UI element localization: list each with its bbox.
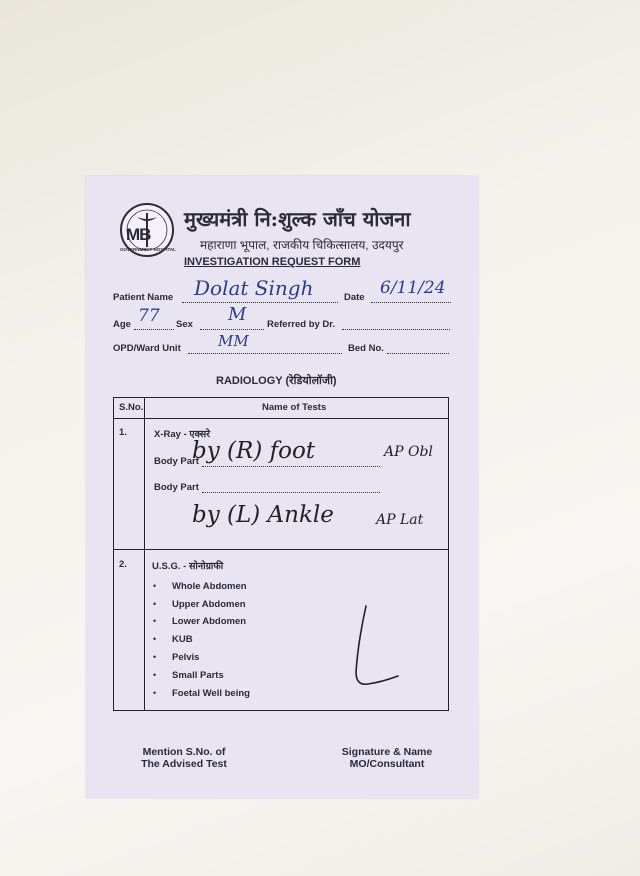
usg-item-kub: KUB bbox=[172, 634, 193, 645]
usg-title: U.S.G. - सोनोग्राफी bbox=[152, 561, 224, 572]
date-value: 6/11/24 bbox=[380, 278, 446, 298]
sex-value: M bbox=[228, 304, 247, 325]
bullet-icon: • bbox=[153, 616, 157, 626]
table-row-divider bbox=[113, 549, 449, 550]
bed-no-label: Bed No. bbox=[348, 343, 384, 354]
bullet-icon: • bbox=[153, 670, 157, 680]
logo-subtitle: GOVERNMENT HOSPITAL bbox=[120, 247, 176, 252]
body-part-field-2[interactable] bbox=[202, 482, 380, 493]
table-header-divider bbox=[113, 418, 449, 419]
bullet-icon: • bbox=[153, 581, 157, 591]
footer-mention-sno bbox=[128, 746, 240, 770]
col-sno-header: S.No. bbox=[119, 402, 144, 413]
footer-right-line2: MO/Consultant bbox=[349, 758, 425, 770]
patient-name-value: Dolat Singh bbox=[194, 276, 314, 300]
bullet-icon: • bbox=[153, 652, 157, 662]
section-title: RADIOLOGY (रेडियोलॉजी) bbox=[216, 375, 337, 387]
row2-sno: 2. bbox=[119, 559, 127, 570]
usg-item-pelvis: Pelvis bbox=[172, 652, 200, 663]
sex-label: Sex bbox=[176, 319, 193, 330]
xray-handwritten-2: by (L) Ankle bbox=[192, 502, 334, 528]
hospital-logo bbox=[120, 203, 174, 257]
footer-right-line1: Signature & Name bbox=[341, 746, 433, 758]
table-column-divider bbox=[144, 397, 145, 711]
body-part-label-1: Body Part bbox=[154, 456, 199, 467]
xray-handwritten-1-view: AP Obl bbox=[384, 444, 433, 460]
opd-ward-label: OPD/Ward Unit bbox=[113, 343, 181, 354]
col-tests-header: Name of Tests bbox=[262, 402, 327, 413]
body-part-label-2: Body Part bbox=[154, 482, 199, 493]
usg-item-upper-abdomen: Upper Abdomen bbox=[172, 599, 246, 610]
referred-by-field[interactable] bbox=[342, 319, 450, 330]
referred-by-label: Referred by Dr. bbox=[267, 319, 336, 330]
doctor-signature bbox=[348, 602, 406, 692]
xray-handwritten-1: by (R) foot bbox=[192, 438, 316, 464]
hospital-name: महाराणा भूपाल, राजकीय चिकित्सालय, उदयपुर bbox=[200, 238, 404, 252]
logo-text: MB bbox=[126, 225, 151, 244]
xray-title: X-Ray - एक्सरे bbox=[154, 429, 211, 440]
usg-item-lower-abdomen: Lower Abdomen bbox=[172, 616, 247, 627]
usg-item-whole-abdomen: Whole Abdomen bbox=[172, 581, 247, 592]
usg-item-foetal-well-being: Foetal Well being bbox=[172, 688, 250, 699]
footer-left-line1: Mention S.No. of bbox=[142, 746, 226, 758]
request-form-sheet bbox=[86, 176, 478, 798]
xray-handwritten-2-view: AP Lat bbox=[376, 512, 424, 528]
usg-item-small-parts: Small Parts bbox=[172, 670, 224, 681]
bullet-icon: • bbox=[153, 688, 157, 698]
patient-name-label: Patient Name bbox=[113, 292, 174, 303]
row1-sno: 1. bbox=[119, 427, 127, 438]
opd-ward-field[interactable] bbox=[188, 343, 342, 354]
opd-ward-value: MM bbox=[218, 332, 249, 350]
form-title: INVESTIGATION REQUEST FORM bbox=[184, 256, 361, 268]
bullet-icon: • bbox=[153, 634, 157, 644]
date-label: Date bbox=[344, 292, 365, 303]
scheme-title: मुख्यमंत्री नि:शुल्क जाँच योजना bbox=[184, 207, 411, 231]
footer-left-line2: The Advised Test bbox=[141, 758, 227, 770]
age-label: Age bbox=[113, 319, 131, 330]
age-value: 77 bbox=[138, 306, 160, 326]
bed-no-field[interactable] bbox=[387, 343, 449, 354]
bullet-icon: • bbox=[153, 599, 157, 609]
footer-signature-block bbox=[332, 746, 442, 770]
